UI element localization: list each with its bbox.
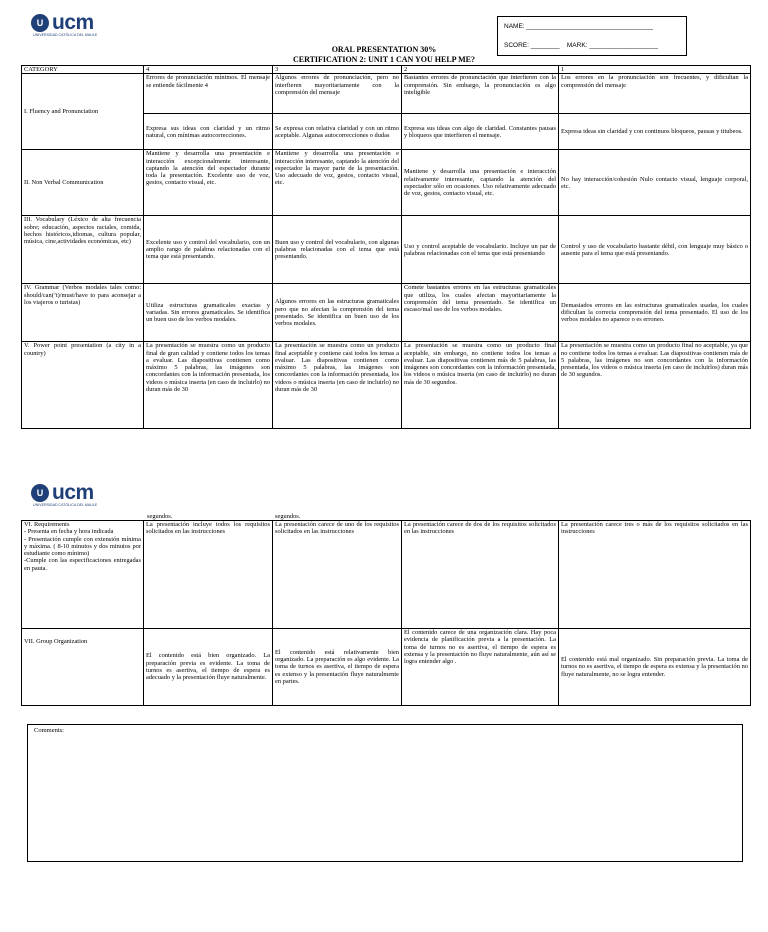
rubric-cell: No hay interacción/cohesión Nulo contacto visual, lenguaje corporal, etc. xyxy=(559,150,751,216)
rubric-cell: El contenido está relativamente bien organizado. La preparación es algo evidente. La toma de turnos es asertiva, el tiempo de espera es extenso y la presentación fluye naturalmente en partes. xyxy=(273,629,402,706)
rubric-cell: Control y uso de vocabulario bastante débil, con lenguaje muy básico o ausente para el tema que está presentando. xyxy=(559,216,751,284)
comments-box[interactable] xyxy=(27,724,743,862)
table-header-row xyxy=(22,66,751,74)
table-row xyxy=(22,342,751,429)
continuation-text: segundos. xyxy=(275,513,301,520)
page-subtitle: CERTIFICATION 2: UNIT 1 CAN YOU HELP ME? xyxy=(292,55,476,64)
category-cell: I. Fluency and Pronunciation xyxy=(22,74,144,150)
rubric-cell: La presentación carece de dos de los requisitos solicitados en las instrucciones xyxy=(402,521,559,629)
header-cell: 3 xyxy=(273,66,402,74)
university-seal-icon: U xyxy=(31,484,49,502)
table-row xyxy=(22,284,751,342)
rubric-cell: La presentación se muestra como un producto final aceptable, sin embargo, no contiene todos los temas a evaluar. Las diapositivas contienen más de 5 palabras, las imágenes son concordantes con la información presentada, los videos o música inserta (en caso de incluirlo) no duran más de 30 segundos. xyxy=(402,342,559,429)
category-cell: IV. Grammar (Verbos modales tales como: should/can(’t)/must/have to para aconsejar a los viajeros o turistas) xyxy=(22,284,144,342)
table-row xyxy=(22,74,751,114)
rubric-cell: El contenido está mal organizado. Sin preparación previa. La toma de turnos no es asertiva, el tiempo de espera es extensa y la presentación no fluye naturalmente, no se logra entender. xyxy=(559,629,751,706)
rubric-cell: La presentación se muestra como un producto final no aceptable, ya que no contiene todos los temas a evaluar. Las diapositivas contienen más de 5 palabras, las imágenes no son concordantes con la información presentada, los videos o música inserta (en caso de incluirlos) duran más de 30 segundos. xyxy=(559,342,751,429)
rubric-cell: Comete bastantes errores en las estructuras gramaticales que utiliza, los cuales afectan mayoritariamente la comprensión del tema presentado. Se identifica un escaso/mal uso de los verbos modales. xyxy=(402,284,559,342)
university-seal-icon: U xyxy=(31,14,49,32)
rubric-cell: La presentación se muestra como un producto final de gran calidad y contiene todos los temas a evaluar. Las diapositivas contienen como máximo 5 palabras, las imágenes son concordantes con la información presentada, los videos o música inserta (en caso de incluirlo) no duran más de 30 xyxy=(144,342,273,429)
table-row xyxy=(22,216,751,284)
rubric-table-2 xyxy=(21,520,751,706)
table-row xyxy=(22,629,751,706)
logo-text: ucm xyxy=(52,481,94,504)
rubric-cell: Utiliza estructuras gramaticales exactas y variadas. Sin errores gramaticales. Se identifica un buen uso de los verbos modales. xyxy=(144,284,273,342)
mark-field[interactable]: MARK: ___________________ xyxy=(566,42,658,49)
category-cell: V. Power point presentation (a city in a country) xyxy=(22,342,144,429)
table-row xyxy=(22,150,751,216)
logo-subtitle: UNIVERSIDAD CATÓLICA DEL MAULE xyxy=(33,503,98,507)
rubric-cell: La presentación carece tres o más de los requisitos solicitados en las instrucciones xyxy=(559,521,751,629)
comments-label: Comments: xyxy=(34,727,64,734)
logo-text: ucm xyxy=(52,11,94,34)
rubric-cell: La presentación carece de uno de los requisitos solicitados en las instrucciones xyxy=(273,521,402,629)
rubric-cell: Los errores en la pronunciación son frecuentes, y dificultan la comprensión del mensaje xyxy=(559,74,751,114)
rubric-cell: La presentación se muestra como un producto final aceptable y contiene casi todos los temas a evaluar. Las diapositivas contienen como máximo 5 palabras, las imágenes son concordantes con la información presentada, los videos o música inserta (en caso de incluirlo) no duran más de 30 xyxy=(273,342,402,429)
continuation-text: segundos. xyxy=(147,513,173,520)
category-cell: II. Non Verbal Communication xyxy=(22,150,144,216)
rubric-cell: Mantiene y desarrolla una presentación e interacción excepcionalmente interesante, captando la atención del espectador durante toda la presentación. Excelente uso de voz, gestos, contacto visual, etc. xyxy=(144,150,273,216)
category-cell: VI. Requirements - Presenta en fecha y hora indicada - Presentación cumple con extensión mínima y máxima. ( 8-10 minutos y dos minutos por estudiante como mínimo) -Cumple con las especificaciones entregadas en pauta. xyxy=(22,521,144,629)
header-cell: CATEGORY xyxy=(22,66,144,74)
rubric-cell: Expresa sus ideas con algo de claridad. Constantes pausas y bloqueos que interfieren el mensaje. xyxy=(402,114,559,150)
rubric-cell: Mantiene y desarrolla una presentación e interacción relativamente interesante, captando la atención del espectador sólo en ocasiones. Uso relativamente adecuado de voz, gestos, contacto visual, etc. xyxy=(402,150,559,216)
page-title: ORAL PRESENTATION 30% xyxy=(331,45,437,54)
rubric-cell: Demasiados errores en las estructuras gramaticales usadas, los cuales dificultan la correcta comprensión del tema presentado. El uso de los verbos modales no aparece o es erroneo. xyxy=(559,284,751,342)
rubric-cell: El contenido carece de una organización clara. Hay poca evidencia de planificación previa a la presentación. La toma de turnos no es asertiva, el tiempo de espera es extensa y la presentación no fluye naturalmente, aún así se logra entender algo . xyxy=(402,629,559,706)
category-cell: VII. Group Organization xyxy=(22,629,144,706)
rubric-table-1 xyxy=(21,65,751,429)
logo-subtitle: UNIVERSIDAD CATÓLICA DEL MAULE xyxy=(33,33,98,37)
header-cell: 1 xyxy=(559,66,751,74)
rubric-cell: Algunos errores en las estructuras gramaticales pero que no afectan la comprensión del tema presentado. Se identifica un buen uso de los verbos modales. xyxy=(273,284,402,342)
rubric-cell: Buen uso y control del vocabulario, con algunas palabras relacionadas con el tema que está presentando. xyxy=(273,216,402,284)
rubric-cell: Mantiene y desarrolla una presentación e interacción interesante, captando la atención del espectador la mayor parte de la presentación. Uso adecuado de voz, gestos, contacto visual, etc. xyxy=(273,150,402,216)
name-field[interactable]: NAME: ___________________________________ xyxy=(504,23,653,30)
rubric-cell: Errores de pronunciación mínimos. El mensaje se entiende fácilmente 4 xyxy=(144,74,273,114)
header-cell: 4 xyxy=(144,66,273,74)
rubric-cell: El contenido está bien organizado. La preparación previa es evidente. La toma de turnos es asertiva, el tiempo de espera es adecuado y la presentación fluye naturalmente. xyxy=(144,629,273,706)
table-row xyxy=(22,521,751,629)
rubric-cell: Se expresa con relativa claridad y con un ritmo aceptable. Algunas autocorrecciones o dudas xyxy=(273,114,402,150)
rubric-cell: Expresa ideas sin claridad y con continuos bloqueos, pausas y titubeos. xyxy=(559,114,751,150)
rubric-cell: Bastantes errores de pronunciación que interfieren con la comprensión. Sin embargo, la pronunciación es algo inteligible xyxy=(402,74,559,114)
rubric-cell: Excelente uso y control del vocabulario, con un amplio rango de palabras relacionadas con el tema que está presentando. xyxy=(144,216,273,284)
rubric-cell: Uso y control aceptable de vocabulario. Incluye un par de palabras relacionadas con el tema que está presentando xyxy=(402,216,559,284)
university-logo xyxy=(31,11,98,37)
header-cell: 2 xyxy=(402,66,559,74)
score-field[interactable]: SCORE: ________ xyxy=(504,42,560,49)
university-logo xyxy=(31,481,98,507)
category-cell: III. Vocabulary (Léxico de alta frecuencia sobre; educación, aspectos raciales, comida, hechos históricos,idiomas, cultura popular, música, cine,actividades económicas, etc) xyxy=(22,216,144,284)
rubric-cell: Expresa sus ideas con claridad y un ritmo natural, con mínimas autocorrecciones. xyxy=(144,114,273,150)
rubric-cell: Algunos errores de pronunciación, pero no interfieren mayoritariamente con la comprensión del mensaje xyxy=(273,74,402,114)
rubric-cell: La presentación incluye todos los requisitos solicitados en las instrucciones xyxy=(144,521,273,629)
